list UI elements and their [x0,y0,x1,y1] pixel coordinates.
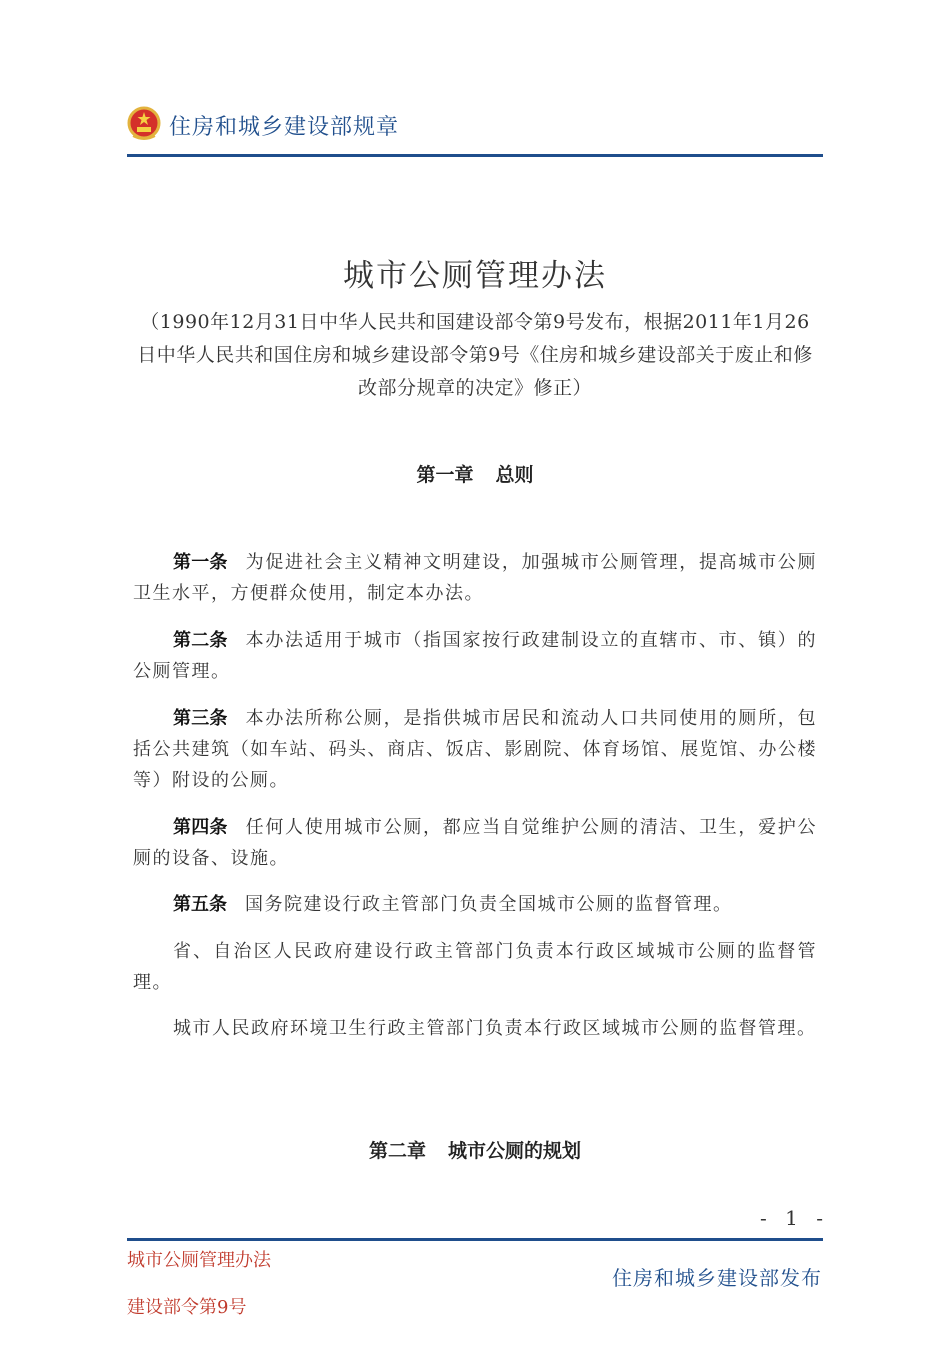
footer-order-number: 建设部令第9号 [127,1297,247,1318]
article-label: 第二条 [173,630,228,651]
header-divider [127,154,823,157]
page-number: - 1 - [760,1206,829,1230]
chapter-heading-2 [0,1136,950,1163]
article-label: 第三条 [173,708,228,729]
article-text: 本办法适用于城市（指国家按行政建制设立的直辖市、市、镇）的公厕管理。 [133,630,818,682]
article-3 [133,703,817,796]
document-subtitle: （1990年12月31日中华人民共和国建设部令第9号发布，根据2011年1月26日中华人民共和国住房和城乡建设部令第9号《住房和城乡建设部关于废止和修改部分规章的决定》修正） [137,311,813,399]
page-header [127,104,823,156]
footer-divider [127,1238,823,1241]
header-title: 住房和城乡建设部规章 [169,115,400,140]
national-emblem-icon [127,106,161,142]
paragraph-provincial: 省、自治区人民政府建设行政主管部门负责本行政区域城市公厕的监督管理。 [133,941,817,993]
article-text: 任何人使用城市公厕，都应当自觉维护公厕的清洁、卫生，爱护公厕的设备、设施。 [133,817,818,869]
article-label: 第一条 [173,552,228,573]
chapter-heading-1 [0,460,950,487]
article-2 [133,625,817,687]
article-label: 第五条 [173,894,227,915]
chapter-number: 第二章 [368,1140,426,1162]
article-1 [133,547,817,609]
article-text: 为促进社会主义精神文明建设，加强城市公厕管理，提高城市公厕卫生水平，方便群众使用，制定本办法。 [133,552,818,604]
chapter-title: 总则 [495,464,534,486]
footer-document-name: 城市公厕管理办法 [127,1250,271,1271]
article-text: 国务院建设行政主管部门负责全国城市公厕的监督管理。 [245,894,733,915]
paragraph-municipal: 城市人民政府环境卫生行政主管部门负责本行政区域城市公厕的监督管理。 [173,1018,817,1039]
document-title: 城市公厕管理办法 [343,258,607,294]
article-text: 本办法所称公厕，是指供城市居民和流动人口共同使用的厕所，包括公共建筑（如车站、码头、商店、饭店、影剧院、体育场馆、展览馆、办公楼等）附设的公厕。 [133,708,818,791]
article-5 [133,889,817,920]
chapter-number: 第一章 [416,464,474,486]
chapter-title: 城市公厕的规划 [448,1140,582,1162]
article-label: 第四条 [173,817,228,838]
article-4 [133,812,817,874]
footer-publisher: 住房和城乡建设部发布 [612,1266,822,1290]
